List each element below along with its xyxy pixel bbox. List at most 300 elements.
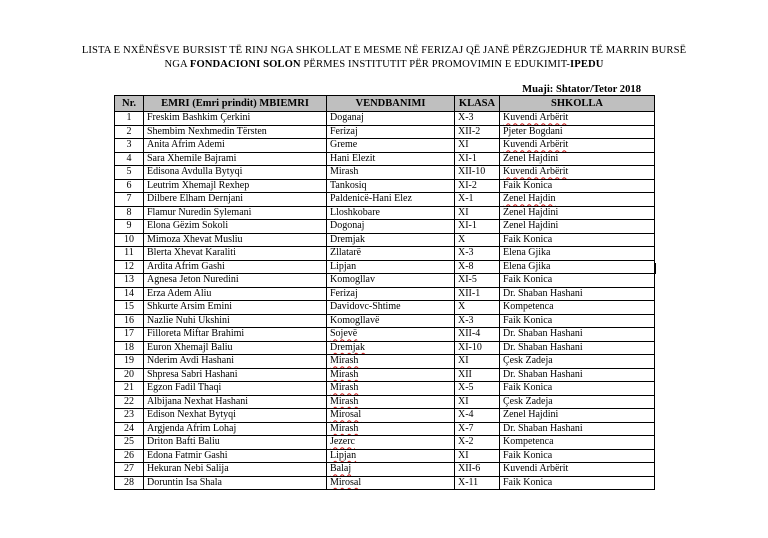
cell-name-text: Edisona Avdulla Bytyqi <box>147 166 243 178</box>
cell-nr <box>115 166 144 180</box>
cell-nr-text: 3 <box>126 139 132 151</box>
cell-school <box>500 287 655 301</box>
cell-name-text: Dilbere Elham Dernjani <box>147 193 244 205</box>
cell-class-text: XII-1 <box>458 287 481 299</box>
cell-name <box>144 193 327 207</box>
cell-place <box>327 476 455 490</box>
title-line-1: LISTA E NXËNËSVE BURSIST TË RINJ NGA SHKOLLAT E MESME NË FERIZAJ QË JANË PËRZGJEDHUR TË MARRIN BURSË <box>81 45 687 56</box>
cell-place <box>327 179 455 193</box>
cell-school-text: Zenel Hajdini <box>503 409 559 421</box>
cell-nr <box>115 260 144 274</box>
col-header-name: EMRI (Emri prindit) MBIEMRI <box>144 96 327 112</box>
cell-name <box>144 220 327 234</box>
cell-place <box>327 112 455 126</box>
cell-name-text: Leutrim Xhemajl Rexhep <box>147 179 250 191</box>
cell-class <box>455 422 500 436</box>
cell-class-text: XII-10 <box>458 166 486 178</box>
cell-place <box>327 152 455 166</box>
cell-name-text: Freskim Bashkim Çerkini <box>147 112 251 124</box>
cell-class <box>455 463 500 477</box>
table-row <box>115 247 655 261</box>
cell-name-text: Argjenda Afrim Lohaj <box>147 422 237 434</box>
cell-class-text: XI-10 <box>458 341 482 353</box>
cell-place <box>327 314 455 328</box>
cell-name <box>144 206 327 220</box>
table-row <box>115 341 655 355</box>
cell-name <box>144 247 327 261</box>
cell-place-text: Mirosal <box>330 476 362 488</box>
table-row <box>115 422 655 436</box>
cell-place <box>327 220 455 234</box>
cell-school <box>500 247 655 261</box>
cell-school <box>500 422 655 436</box>
cell-school <box>500 179 655 193</box>
cell-school <box>500 301 655 315</box>
cell-name <box>144 260 327 274</box>
cell-class-text: XII <box>458 368 472 380</box>
cell-class <box>455 328 500 342</box>
cell-place-text: Mirash <box>330 368 359 380</box>
cell-school-text: Elena Gjika <box>503 247 551 259</box>
cell-class <box>455 409 500 423</box>
cell-name-text: Egzon Fadil Thaqi <box>147 382 222 394</box>
cell-school-text: Faik Konica <box>503 314 553 326</box>
cell-name <box>144 287 327 301</box>
cell-school <box>500 328 655 342</box>
cell-nr-text: 1 <box>126 112 132 124</box>
cell-nr <box>115 206 144 220</box>
title-line-2-end: IPEDU <box>570 59 604 70</box>
cell-class <box>455 152 500 166</box>
cell-nr <box>115 328 144 342</box>
cell-place-text: Lipjan <box>330 449 357 461</box>
cell-place-text: Mirash <box>330 166 359 178</box>
cell-name-text: Edison Nexhat Bytyqi <box>147 409 236 421</box>
cell-nr-text: 12 <box>124 260 134 272</box>
cell-name <box>144 152 327 166</box>
cell-school <box>500 436 655 450</box>
cell-class <box>455 301 500 315</box>
cell-nr <box>115 287 144 301</box>
cell-class <box>455 341 500 355</box>
cell-nr-text: 13 <box>124 274 134 286</box>
table-row <box>115 409 655 423</box>
cell-school <box>500 125 655 139</box>
cell-school <box>500 220 655 234</box>
month-label: Muaji: Shtator/Tetor 2018 <box>522 84 641 95</box>
cell-class <box>455 476 500 490</box>
cell-school-text: Zenel Hajdin <box>503 193 556 205</box>
cell-school-text: Kuvendi Arbërit <box>503 139 569 151</box>
cell-class-text: X <box>458 301 466 313</box>
cell-nr-text: 14 <box>124 287 134 299</box>
cell-nr <box>115 179 144 193</box>
table-row <box>115 166 655 180</box>
cell-nr-text: 11 <box>124 247 134 259</box>
cell-name <box>144 409 327 423</box>
cell-nr <box>115 422 144 436</box>
cell-place-text: Zllatarë <box>330 247 362 259</box>
cell-class-text: X-8 <box>458 260 474 272</box>
col-header-place: VENDBANIMI <box>327 96 455 112</box>
cell-name-text: Shembim Nexhmedin Tërsten <box>147 125 267 137</box>
cell-place <box>327 463 455 477</box>
cell-nr <box>115 301 144 315</box>
cell-place-text: Tankosiq <box>330 179 367 191</box>
cell-place <box>327 422 455 436</box>
cell-class <box>455 449 500 463</box>
cell-name <box>144 139 327 153</box>
cell-school <box>500 395 655 409</box>
cell-place-text: Balaj <box>330 463 352 475</box>
table-row <box>115 382 655 396</box>
cell-name <box>144 301 327 315</box>
cell-place <box>327 328 455 342</box>
cell-place <box>327 233 455 247</box>
cell-class-text: X-3 <box>458 112 474 124</box>
cell-place <box>327 436 455 450</box>
cell-class-text: XII-6 <box>458 463 481 475</box>
table-row <box>115 112 655 126</box>
cell-place-text: Sojevë <box>330 328 358 340</box>
cell-school <box>500 314 655 328</box>
cell-school-text: Dr. Shaban Hashani <box>503 287 583 299</box>
cell-nr <box>115 463 144 477</box>
cell-place-text: Doganaj <box>330 112 364 124</box>
cell-name-text: Erza Adem Aliu <box>147 287 212 299</box>
cell-place-text: Ferizaj <box>330 125 358 137</box>
cell-class-text: X-3 <box>458 247 474 259</box>
cell-school-text: Kompetenca <box>503 301 554 313</box>
cell-nr-text: 7 <box>126 193 132 205</box>
cell-place-text: Mirash <box>330 395 359 407</box>
cell-class <box>455 395 500 409</box>
cell-nr-text: 10 <box>124 233 134 245</box>
cell-nr-text: 16 <box>124 314 134 326</box>
cell-name <box>144 328 327 342</box>
cell-class-text: X-5 <box>458 382 474 394</box>
cell-nr-text: 17 <box>124 328 134 340</box>
cell-school-text: Dr. Shaban Hashani <box>503 341 583 353</box>
cell-place-text: Komogllav <box>330 274 375 286</box>
cell-school <box>500 409 655 423</box>
cell-school <box>500 368 655 382</box>
col-header-nr: Nr. <box>115 96 144 112</box>
cell-school-text: Kompetenca <box>503 436 554 448</box>
cell-school <box>500 152 655 166</box>
cell-class-text: X-7 <box>458 422 474 434</box>
table-row <box>115 152 655 166</box>
cell-place <box>327 341 455 355</box>
cell-class <box>455 287 500 301</box>
cell-school <box>500 341 655 355</box>
table-row <box>115 260 655 274</box>
cell-nr-text: 24 <box>124 422 134 434</box>
cell-class <box>455 139 500 153</box>
table-row <box>115 328 655 342</box>
cell-school-text: Dr. Shaban Hashani <box>503 328 583 340</box>
cell-place-text: Ferizaj <box>330 287 358 299</box>
cell-place <box>327 260 455 274</box>
cell-class <box>455 125 500 139</box>
cell-class <box>455 314 500 328</box>
cell-school <box>500 355 655 369</box>
cell-nr-text: 9 <box>126 220 132 232</box>
cell-nr <box>115 139 144 153</box>
cell-school-text: Faik Konica <box>503 476 553 488</box>
cell-nr-text: 18 <box>124 341 134 353</box>
cell-nr <box>115 449 144 463</box>
cell-class <box>455 206 500 220</box>
cell-nr <box>115 355 144 369</box>
cell-school <box>500 449 655 463</box>
cell-nr <box>115 112 144 126</box>
students-table <box>114 95 655 490</box>
cell-class <box>455 355 500 369</box>
cell-place-text: Davidovc-Shtime <box>330 301 401 313</box>
cell-school-text: Zenel Hajdini <box>503 206 559 218</box>
cell-school <box>500 193 655 207</box>
cell-name <box>144 112 327 126</box>
cell-class-text: X-3 <box>458 314 474 326</box>
cell-class <box>455 260 500 274</box>
cell-place <box>327 139 455 153</box>
cell-school <box>500 166 655 180</box>
cell-place <box>327 355 455 369</box>
cell-school-text: Zenel Hajdini <box>503 220 559 232</box>
cell-school-text: Kuvendi Arbërit <box>503 166 569 178</box>
cell-nr <box>115 341 144 355</box>
cell-place-text: Mirosal <box>330 409 362 421</box>
cell-class-text: X <box>458 233 466 245</box>
cell-place-text: Mirash <box>330 422 359 434</box>
table-row <box>115 206 655 220</box>
table-row <box>115 233 655 247</box>
cell-name <box>144 449 327 463</box>
cell-nr-text: 4 <box>126 152 132 164</box>
cell-school-text: Dr. Shaban Hashani <box>503 422 583 434</box>
cell-name-text: Agnesa Jeton Nuredini <box>147 274 239 286</box>
cell-nr-text: 5 <box>126 166 132 178</box>
cell-name <box>144 476 327 490</box>
cell-place <box>327 382 455 396</box>
cell-name-text: Nderim Avdi Hashani <box>147 355 235 367</box>
cell-class-text: X-4 <box>458 409 474 421</box>
cell-nr-text: 26 <box>124 449 134 461</box>
cell-nr <box>115 368 144 382</box>
cell-school-text: Dr. Shaban Hashani <box>503 368 583 380</box>
cell-place-text: Mirash <box>330 355 359 367</box>
cell-place <box>327 287 455 301</box>
text-cursor <box>655 263 656 274</box>
cell-place-text: Lipjan <box>330 260 357 272</box>
cell-class <box>455 368 500 382</box>
cell-name <box>144 395 327 409</box>
cell-name-text: Filloreta Miftar Brahimi <box>147 328 245 340</box>
cell-name <box>144 341 327 355</box>
cell-nr-text: 19 <box>124 355 134 367</box>
cell-class <box>455 193 500 207</box>
cell-place-text: Jezerc <box>330 436 355 448</box>
cell-name-text: Edona Fatmir Gashi <box>147 449 228 461</box>
cell-nr-text: 2 <box>126 125 132 137</box>
title-line-2-mid: PËRMES INSTITUTIT PËR PROMOVIMIN E EDUKIMIT- <box>300 59 571 70</box>
cell-name-text: Doruntin Isa Shala <box>147 476 222 488</box>
cell-place-text: Komogllavë <box>330 314 380 326</box>
cell-class-text: X-11 <box>458 476 479 488</box>
cell-school-text: Zenel Hajdini <box>503 152 559 164</box>
cell-school-text: Faik Konica <box>503 233 553 245</box>
cell-place-text: Mirash <box>330 382 359 394</box>
cell-school <box>500 476 655 490</box>
cell-class <box>455 233 500 247</box>
cell-name-text: Shkurte Arsim Emini <box>147 301 232 313</box>
cell-class-text: X-2 <box>458 436 474 448</box>
cell-nr <box>115 436 144 450</box>
cell-school <box>500 382 655 396</box>
title-line-2 <box>0 58 768 72</box>
cell-school <box>500 112 655 126</box>
cell-place-text: Hani Elezit <box>330 152 376 164</box>
cell-name-text: Albijana Nexhat Hashani <box>147 395 249 407</box>
cell-class <box>455 179 500 193</box>
cell-nr <box>115 382 144 396</box>
cell-name <box>144 463 327 477</box>
cell-class-text: XI-1 <box>458 220 477 232</box>
table-row <box>115 125 655 139</box>
cell-nr-text: 8 <box>126 206 132 218</box>
table-row <box>115 179 655 193</box>
cell-name-text: Nazlie Nuhi Ukshini <box>147 314 230 326</box>
cell-nr <box>115 247 144 261</box>
cell-nr <box>115 274 144 288</box>
cell-school <box>500 463 655 477</box>
table-row <box>115 368 655 382</box>
cell-class-text: X-1 <box>458 193 474 205</box>
cell-place <box>327 368 455 382</box>
cell-nr <box>115 220 144 234</box>
cell-place <box>327 206 455 220</box>
cell-place <box>327 193 455 207</box>
cell-school <box>500 260 655 274</box>
cell-place <box>327 395 455 409</box>
cell-name-text: Hekuran Nebi Salija <box>147 463 229 475</box>
cell-name <box>144 233 327 247</box>
cell-school <box>500 206 655 220</box>
cell-school-text: Kuvendi Arbërit <box>503 112 569 124</box>
cell-place <box>327 166 455 180</box>
cell-place <box>327 274 455 288</box>
table-row <box>115 139 655 153</box>
cell-school <box>500 233 655 247</box>
table-row <box>115 193 655 207</box>
cell-name <box>144 274 327 288</box>
cell-name <box>144 422 327 436</box>
cell-name-text: Euron Xhemajl Baliu <box>147 341 233 353</box>
table-row <box>115 436 655 450</box>
cell-nr-text: 23 <box>124 409 134 421</box>
cell-name-text: Sara Xhemile Bajrami <box>147 152 237 164</box>
table-header-row <box>115 96 655 112</box>
table-row <box>115 395 655 409</box>
cell-school-text: Elena Gjika <box>503 260 551 272</box>
cell-class <box>455 220 500 234</box>
cell-school <box>500 139 655 153</box>
cell-class-text: XII-4 <box>458 328 481 340</box>
cell-place-text: Dremjak <box>330 233 365 245</box>
cell-class <box>455 436 500 450</box>
title-line-2-bold: FONDACIONI SOLON <box>189 59 301 70</box>
cell-place <box>327 409 455 423</box>
cell-place-text: Paldenicë-Hani Elez <box>330 193 412 205</box>
cell-name <box>144 314 327 328</box>
cell-class-text: XI-1 <box>458 152 477 164</box>
cell-class <box>455 166 500 180</box>
cell-nr <box>115 476 144 490</box>
cell-name <box>144 125 327 139</box>
cell-school-text: Pjeter Bogdani <box>503 125 563 137</box>
cell-place-text: Dremjak <box>330 341 365 353</box>
cell-class <box>455 247 500 261</box>
cell-school <box>500 274 655 288</box>
table-row <box>115 220 655 234</box>
cell-name <box>144 382 327 396</box>
table-row <box>115 463 655 477</box>
cell-class-text: XI <box>458 449 469 461</box>
cell-place <box>327 247 455 261</box>
cell-nr <box>115 233 144 247</box>
cell-class-text: XII-2 <box>458 125 481 137</box>
cell-place-text: Greme <box>330 139 358 151</box>
cell-nr <box>115 152 144 166</box>
cell-nr <box>115 193 144 207</box>
cell-nr-text: 20 <box>124 368 134 380</box>
cell-nr-text: 27 <box>124 463 134 475</box>
table-row <box>115 287 655 301</box>
cell-class <box>455 274 500 288</box>
table-row <box>115 274 655 288</box>
cell-name-text: Ardita Afrim Gashi <box>147 260 225 272</box>
col-header-class: KLASA <box>455 96 500 112</box>
col-header-school: SHKOLLA <box>500 96 655 112</box>
cell-name <box>144 368 327 382</box>
cell-class-text: XI <box>458 395 469 407</box>
cell-place <box>327 301 455 315</box>
cell-name <box>144 179 327 193</box>
cell-school-text: Faik Konica <box>503 274 553 286</box>
cell-class-text: XI-5 <box>458 274 477 286</box>
cell-name-text: Blerta Xhevat Karaliti <box>147 247 236 259</box>
cell-class-text: XI-2 <box>458 179 477 191</box>
cell-name-text: Shpresa Sabri Hashani <box>147 368 238 380</box>
cell-school-text: Çesk Zadeja <box>503 395 553 407</box>
cell-school-text: Kuvendi Arbërit <box>503 463 569 475</box>
table-row <box>115 476 655 490</box>
cell-place <box>327 449 455 463</box>
cell-nr-text: 28 <box>124 476 134 488</box>
cell-place-text: Dogonaj <box>330 220 365 232</box>
cell-nr-text: 15 <box>124 301 134 313</box>
table-row <box>115 301 655 315</box>
cell-place-text: Lloshkobare <box>330 206 380 218</box>
cell-place <box>327 125 455 139</box>
cell-name <box>144 436 327 450</box>
cell-nr <box>115 125 144 139</box>
cell-nr <box>115 395 144 409</box>
cell-name-text: Flamur Nuredin Sylemani <box>147 206 252 218</box>
cell-school-text: Faik Konica <box>503 179 553 191</box>
title-line-2-pre: NGA <box>164 59 190 70</box>
